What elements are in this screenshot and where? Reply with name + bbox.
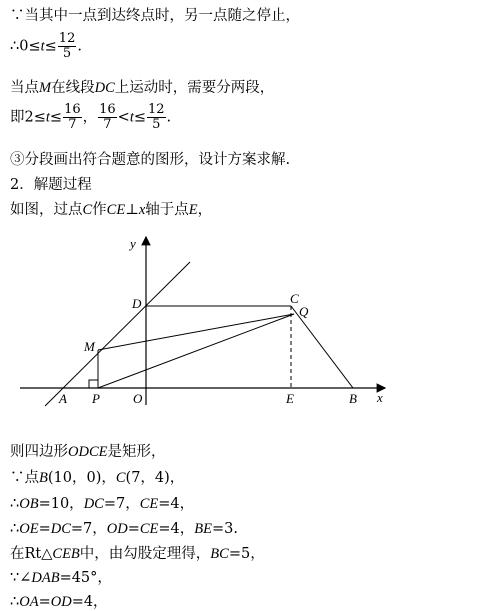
text-line-12: 在Rt△CEB中，由勾股定理得，BC=5，	[10, 546, 265, 562]
text-line-8: 则四边形ODCE是矩形，	[10, 444, 166, 460]
right-angle-mark	[89, 380, 98, 388]
text-line-5: ③分段画出符合题意的图形，设计方案求解.	[10, 152, 291, 168]
text-line-1: ∵当其中一点到达终点时，另一点随之停止，	[10, 8, 300, 24]
label-Q: Q	[299, 304, 309, 319]
label-C: C	[290, 291, 299, 306]
label-y: y	[130, 236, 136, 251]
label-E: E	[286, 391, 294, 406]
label-A: A	[59, 391, 67, 406]
label-B: B	[349, 391, 357, 406]
fraction-16-7-b: $\frac{16}{7}$	[99, 102, 116, 132]
segment-PQ	[98, 314, 294, 388]
text-line-10: ∴OB=10，DC=7，CE=4，	[10, 496, 195, 512]
line-AD	[45, 262, 190, 406]
segment-MQ	[98, 314, 294, 350]
label-O: O	[133, 391, 143, 406]
text-line-13: ∵∠DAB=45°，	[10, 570, 112, 586]
label-P: P	[92, 391, 100, 406]
text-line-3: 当点M在线段DC上运动时，需要分两段，	[10, 80, 275, 96]
text-line-7: 如图，过点C作CE⊥x轴于点E，	[10, 202, 213, 218]
geometry-figure	[0, 225, 400, 410]
label-x: x	[377, 390, 383, 405]
text-line-11: ∴OE=DC=7，OD=CE=4，BE=3.	[10, 521, 238, 537]
text-line-6: 2．解题过程	[10, 177, 92, 193]
label-M: M	[84, 339, 95, 354]
text-line-2: ∴0≤t≤ $\frac{12}{5}$ .	[10, 31, 82, 61]
fraction-12-5-b: $\frac{12}{5}$	[148, 102, 165, 132]
text-line-9: ∵点B(10，0)，C(7，4)，	[10, 470, 185, 486]
fraction-16-7: $\frac{16}{7}$	[64, 102, 81, 132]
fraction-12-5: $\frac{12}{5}$	[58, 31, 76, 61]
text-line-14: ∴OA=OD=4，	[10, 594, 108, 610]
text-line-4: 即2≤t≤ $\frac{16}{7}$ ， $\frac{16}{7}$ <t≤ $\frac{12}{5}$ .	[10, 102, 172, 132]
label-D: D	[132, 296, 142, 311]
